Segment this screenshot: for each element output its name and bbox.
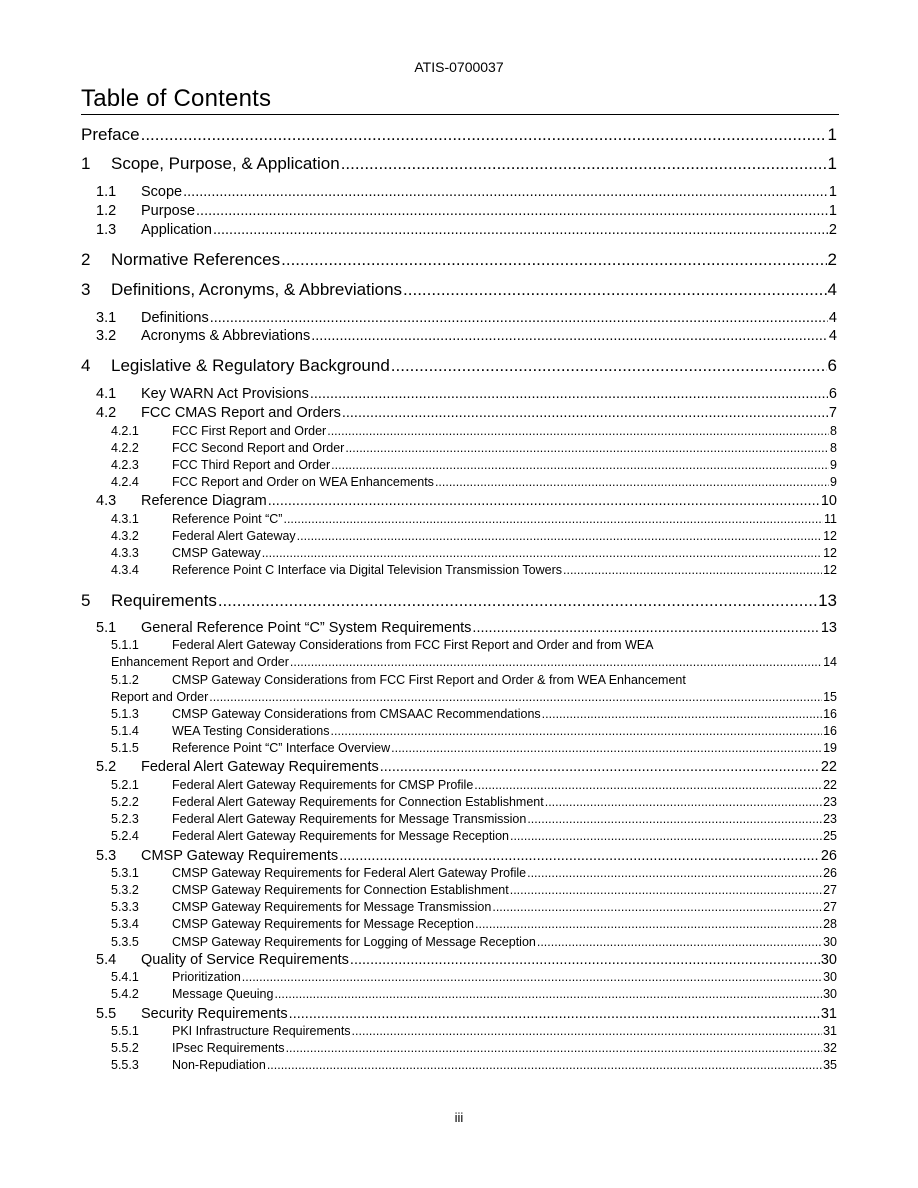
toc-entry-label: Reference Point “C” xyxy=(172,512,283,526)
toc-entry-label: Federal Alert Gateway xyxy=(172,529,296,543)
toc-entry-label: CMSP Gateway Requirements for Logging of Message Reception xyxy=(172,935,536,949)
toc-entry-label: Definitions, Acronyms, & Abbreviations xyxy=(111,280,403,299)
toc-entry[interactable] xyxy=(96,759,837,775)
toc-entry-number: 5 xyxy=(81,591,91,610)
toc-entry[interactable] xyxy=(81,154,837,174)
toc-entry-number: 5.2.3 xyxy=(111,812,139,826)
toc-entry-number: 1.1 xyxy=(96,184,117,200)
toc-entry-page: 25 xyxy=(823,829,837,843)
toc-entry-page: 26 xyxy=(820,848,837,864)
toc-entry-label: FCC First Report and Order xyxy=(172,424,327,438)
toc-entry-number: 3.1 xyxy=(96,310,117,326)
toc-entry-page: 13 xyxy=(820,620,837,636)
toc-entry-page: 4 xyxy=(828,328,837,344)
toc-entry-page: 6 xyxy=(828,386,837,402)
toc-entry[interactable] xyxy=(81,125,837,145)
toc-entry-number: 3.2 xyxy=(96,328,117,344)
toc-entry[interactable] xyxy=(96,328,837,344)
dot-leader xyxy=(311,328,828,344)
toc-entry-number: 4.2.2 xyxy=(111,441,139,455)
toc-entry[interactable] xyxy=(111,917,837,931)
page-title: Table of Contents xyxy=(81,85,272,112)
toc-entry-number: 5.2.2 xyxy=(111,795,139,809)
toc-entry-label-continued: Report and Order xyxy=(111,690,209,704)
dot-leader xyxy=(403,280,827,300)
toc-entry-number: 4 xyxy=(81,356,91,375)
toc-entry-label: WEA Testing Considerations xyxy=(172,724,330,738)
toc-entry-page: 27 xyxy=(823,883,837,897)
toc-entry-label: CMSP Gateway xyxy=(172,546,261,560)
toc-entry-label: Security Requirements xyxy=(141,1006,288,1022)
toc-entry-page: 30 xyxy=(823,935,837,949)
toc-entry-number: 5.2.4 xyxy=(111,829,139,843)
dot-leader xyxy=(242,970,822,984)
toc-entry-page: 1 xyxy=(827,154,837,173)
dot-leader xyxy=(510,883,822,897)
toc-entry-label: Reference Point C Interface via Digital Television Transmission Towers xyxy=(172,563,562,577)
dot-leader xyxy=(380,759,820,775)
toc-entry-number: 5.1.4 xyxy=(111,724,139,738)
toc-entry-label: Reference Diagram xyxy=(141,493,267,509)
dot-leader xyxy=(274,987,822,1001)
toc-entry-label: Non-Repudiation xyxy=(172,1058,266,1072)
toc-entry-number: 5.5.3 xyxy=(111,1058,139,1072)
toc-entry-number: 5.4.1 xyxy=(111,970,139,984)
toc-entry-number: 5.1 xyxy=(96,620,117,636)
toc-entry-label: Federal Alert Gateway Requirements for Message Transmission xyxy=(172,812,527,826)
toc-entry-firstline[interactable] xyxy=(111,673,686,687)
dot-leader xyxy=(472,620,819,636)
toc-entry-number: 4.3.4 xyxy=(111,563,139,577)
toc-entry[interactable] xyxy=(111,424,837,438)
toc-entry-page: 23 xyxy=(823,795,837,809)
dot-leader xyxy=(210,310,828,326)
toc-entry[interactable] xyxy=(111,475,837,489)
toc-entry-number: 5.1.1 xyxy=(111,638,139,652)
toc-entry-page: 16 xyxy=(823,724,837,738)
toc-entry-number: 5.3.4 xyxy=(111,917,139,931)
dot-leader xyxy=(286,1041,823,1055)
toc-entry-number: 5.3.1 xyxy=(111,866,139,880)
toc-entry-number: 4.2 xyxy=(96,405,117,421)
toc-entry-label: IPsec Requirements xyxy=(172,1041,285,1055)
toc-entry[interactable] xyxy=(111,883,837,897)
toc-entry[interactable] xyxy=(111,563,837,577)
toc-entry-page: 7 xyxy=(828,405,837,421)
toc-entry-label: Message Queuing xyxy=(172,987,274,1001)
dot-leader xyxy=(545,795,822,809)
dot-leader xyxy=(339,848,820,864)
dot-leader xyxy=(391,356,827,376)
toc-entry-number: 5.1.5 xyxy=(111,741,139,755)
toc-entry-firstline[interactable] xyxy=(111,638,653,652)
toc-entry-number: 4.3.1 xyxy=(111,512,139,526)
dot-leader xyxy=(542,707,822,721)
toc-entry-label: Federal Alert Gateway Requirements for CMSP Profile xyxy=(172,778,474,792)
toc-entry-label: Federal Alert Gateway Considerations from FCC First Report and Order and from WEA xyxy=(172,638,654,652)
toc-entry-label: Reference Point “C” Interface Overview xyxy=(172,741,391,755)
toc-entry[interactable] xyxy=(96,848,837,864)
toc-entry-label: Acronyms & Abbreviations xyxy=(141,328,311,344)
toc-entry[interactable] xyxy=(81,356,837,376)
dot-leader xyxy=(327,424,829,438)
toc-entry-page: 8 xyxy=(830,424,837,438)
toc-entry[interactable] xyxy=(111,970,837,984)
toc-entry-page: 8 xyxy=(830,441,837,455)
toc-entry-number: 5.5.1 xyxy=(111,1024,139,1038)
dot-leader xyxy=(350,952,820,968)
toc-entry-number: 5.3.3 xyxy=(111,900,139,914)
toc-entry[interactable] xyxy=(111,1041,837,1055)
dot-leader xyxy=(290,655,822,669)
toc-entry[interactable] xyxy=(111,741,837,755)
toc-entry-label: Federal Alert Gateway Requirements for Message Reception xyxy=(172,829,509,843)
toc-entry[interactable] xyxy=(111,441,837,455)
dot-leader xyxy=(196,203,828,219)
toc-entry-label: CMSP Gateway Considerations from CMSAAC Recommendations xyxy=(172,707,541,721)
toc-entry[interactable] xyxy=(111,900,837,914)
toc-entry[interactable] xyxy=(96,1006,837,1022)
toc-entry-number: 4.1 xyxy=(96,386,117,402)
toc-entry-label: CMSP Gateway Considerations from FCC First Report and Order & from WEA Enhancement xyxy=(172,673,686,687)
toc-entry-number: 5.5 xyxy=(96,1006,117,1022)
toc-entry-page: 10 xyxy=(820,493,837,509)
toc-entry[interactable] xyxy=(111,512,837,526)
dot-leader xyxy=(341,154,827,174)
toc-entry[interactable] xyxy=(111,458,837,472)
toc-entry-page: 31 xyxy=(823,1024,837,1038)
toc-entry-number: 4.2.3 xyxy=(111,458,139,472)
toc-entry-label: General Reference Point “C” System Requirements xyxy=(141,620,472,636)
toc-entry[interactable] xyxy=(96,493,837,509)
toc-entry-label: CMSP Gateway Requirements for Federal Alert Gateway Profile xyxy=(172,866,527,880)
toc-entry-label: Definitions xyxy=(141,310,209,326)
toc-entry-number: 5.1.3 xyxy=(111,707,139,721)
dot-leader xyxy=(297,529,822,543)
toc-entry[interactable] xyxy=(96,203,837,219)
toc-entry-page: 30 xyxy=(820,952,837,968)
toc-entry-label: FCC Third Report and Order xyxy=(172,458,331,472)
toc-entry-page: 30 xyxy=(823,970,837,984)
toc-entry[interactable] xyxy=(111,707,837,721)
toc-entry-number: 4.2.1 xyxy=(111,424,139,438)
toc-entry[interactable] xyxy=(111,935,837,949)
toc-entry[interactable] xyxy=(81,250,837,270)
dot-leader xyxy=(281,250,826,270)
toc-entry-label: CMSP Gateway Requirements xyxy=(141,848,339,864)
toc-entry-page: 4 xyxy=(827,280,837,299)
toc-entry-number: 5.2 xyxy=(96,759,117,775)
dot-leader xyxy=(331,458,829,472)
toc-entry-label: PKI Infrastructure Requirements xyxy=(172,1024,351,1038)
toc-entry-label: CMSP Gateway Requirements for Connection Establishment xyxy=(172,883,509,897)
toc-entry-number: 1.3 xyxy=(96,222,117,238)
dot-leader xyxy=(218,591,817,611)
toc-entry-number: 5.2.1 xyxy=(111,778,139,792)
toc-entry[interactable] xyxy=(111,690,837,704)
dot-leader xyxy=(183,184,828,200)
toc-entry-label: Quality of Service Requirements xyxy=(141,952,349,968)
toc-entry-page: 16 xyxy=(823,707,837,721)
dot-leader xyxy=(563,563,822,577)
page-number-footer: iii xyxy=(454,1110,464,1125)
toc-entry-number: 5.3.2 xyxy=(111,883,139,897)
toc-entry[interactable] xyxy=(96,222,837,238)
toc-entry[interactable] xyxy=(111,1024,837,1038)
toc-entry[interactable] xyxy=(111,795,837,809)
toc-entry[interactable] xyxy=(96,310,837,326)
toc-entry[interactable] xyxy=(96,952,837,968)
toc-entry-label: Scope, Purpose, & Application xyxy=(111,154,340,173)
toc-entry[interactable] xyxy=(81,280,837,300)
toc-entry-label: Scope xyxy=(141,184,183,200)
dot-leader xyxy=(289,1006,820,1022)
toc-entry-number: 5.4.2 xyxy=(111,987,139,1001)
dot-leader xyxy=(352,1024,823,1038)
dot-leader xyxy=(527,812,822,826)
dot-leader xyxy=(262,546,822,560)
toc-entry-label: Normative References xyxy=(111,250,281,269)
toc-entry-number: 5.5.2 xyxy=(111,1041,139,1055)
toc-entry-number: 2 xyxy=(81,250,91,269)
toc-entry-label: Federal Alert Gateway Requirements xyxy=(141,759,379,775)
toc-entry-label: CMSP Gateway Requirements for Message Transmission xyxy=(172,900,492,914)
toc-entry-number: 4.3 xyxy=(96,493,117,509)
toc-entry[interactable] xyxy=(111,866,837,880)
dot-leader xyxy=(331,724,823,738)
toc-entry[interactable] xyxy=(111,546,837,560)
toc-entry-page: 1 xyxy=(827,125,837,144)
toc-entry[interactable] xyxy=(111,778,837,792)
toc-entry-number: 4.3.2 xyxy=(111,529,139,543)
dot-leader xyxy=(474,778,822,792)
toc-entry-page: 22 xyxy=(820,759,837,775)
toc-entry-label: FCC CMAS Report and Orders xyxy=(141,405,341,421)
dot-leader xyxy=(141,125,827,145)
toc-entry-page: 12 xyxy=(823,546,837,560)
toc-entry[interactable] xyxy=(81,591,837,611)
toc-entry[interactable] xyxy=(96,405,837,421)
toc-entry-number: 5.4 xyxy=(96,952,117,968)
dot-leader xyxy=(475,917,822,931)
toc-entry-label: Key WARN Act Provisions xyxy=(141,386,309,402)
toc-entry-number: 5.1.2 xyxy=(111,673,139,687)
toc-entry-label: Requirements xyxy=(111,591,217,610)
dot-leader xyxy=(209,690,822,704)
toc-entry-page: 1 xyxy=(828,184,837,200)
toc-entry-page: 28 xyxy=(823,917,837,931)
toc-entry[interactable] xyxy=(96,184,837,200)
toc-entry-page: 30 xyxy=(823,987,837,1001)
dot-leader xyxy=(310,386,828,402)
dot-leader xyxy=(537,935,822,949)
toc-entry-label-continued: Enhancement Report and Order xyxy=(111,655,289,669)
dot-leader xyxy=(492,900,822,914)
toc-entry-page: 22 xyxy=(823,778,837,792)
toc-entry[interactable] xyxy=(96,386,837,402)
toc-entry[interactable] xyxy=(111,529,837,543)
toc-entry-number: 5.3.5 xyxy=(111,935,139,949)
toc-entry[interactable] xyxy=(111,812,837,826)
toc-entry-number: 3 xyxy=(81,280,91,299)
toc-entry-page: 13 xyxy=(818,591,837,610)
toc-entry-page: 2 xyxy=(827,250,837,269)
toc-entry-number: 5.3 xyxy=(96,848,117,864)
toc-entry[interactable] xyxy=(111,655,837,669)
toc-entry-page: 9 xyxy=(830,475,837,489)
toc-entry-label: Purpose xyxy=(141,203,196,219)
toc-entry-page: 4 xyxy=(828,310,837,326)
dot-leader xyxy=(391,741,822,755)
toc-entry-label: CMSP Gateway Requirements for Message Reception xyxy=(172,917,474,931)
dot-leader xyxy=(435,475,829,489)
toc-entry-label: Preface xyxy=(81,125,140,144)
toc-entry[interactable] xyxy=(111,1058,837,1072)
dot-leader xyxy=(213,222,828,238)
toc-entry-label: Prioritization xyxy=(172,970,241,984)
dot-leader xyxy=(283,512,823,526)
toc-entry-page: 31 xyxy=(820,1006,837,1022)
toc-entry-page: 19 xyxy=(823,741,837,755)
toc-entry-number: 4.3.3 xyxy=(111,546,139,560)
toc-entry[interactable] xyxy=(111,724,837,738)
toc-entry-page: 1 xyxy=(828,203,837,219)
toc-entry-page: 15 xyxy=(823,690,837,704)
toc-entry-label: Federal Alert Gateway Requirements for Connection Establishment xyxy=(172,795,544,809)
toc-entry[interactable] xyxy=(111,987,837,1001)
toc-entry-page: 11 xyxy=(824,512,837,526)
toc-entry-page: 9 xyxy=(830,458,837,472)
toc-entry-number: 4.2.4 xyxy=(111,475,139,489)
toc-entry-page: 35 xyxy=(823,1058,837,1072)
dot-leader xyxy=(342,405,828,421)
toc-entry[interactable] xyxy=(96,620,837,636)
toc-entry-page: 2 xyxy=(828,222,837,238)
toc-entry-label: FCC Second Report and Order xyxy=(172,441,345,455)
dot-leader xyxy=(267,1058,822,1072)
dot-leader xyxy=(268,493,820,509)
toc-entry-label: Legislative & Regulatory Background xyxy=(111,356,390,375)
dot-leader xyxy=(510,829,822,843)
toc-entry-label: FCC Report and Order on WEA Enhancements xyxy=(172,475,434,489)
toc-entry-page: 12 xyxy=(823,529,837,543)
toc-entry-number: 1 xyxy=(81,154,91,173)
toc-entry-page: 14 xyxy=(823,655,837,669)
dot-leader xyxy=(345,441,829,455)
toc-entry-page: 6 xyxy=(827,356,837,375)
toc-entry-number: 1.2 xyxy=(96,203,117,219)
toc-entry-page: 12 xyxy=(823,563,837,577)
toc-entry-page: 23 xyxy=(823,812,837,826)
toc-entry[interactable] xyxy=(111,829,837,843)
toc-entry-page: 32 xyxy=(823,1041,837,1055)
document-id-header: ATIS-0700037 xyxy=(414,59,504,75)
toc-entry-page: 27 xyxy=(823,900,837,914)
toc-entry-label: Application xyxy=(141,222,212,238)
toc-entry-page: 26 xyxy=(823,866,837,880)
dot-leader xyxy=(527,866,822,880)
